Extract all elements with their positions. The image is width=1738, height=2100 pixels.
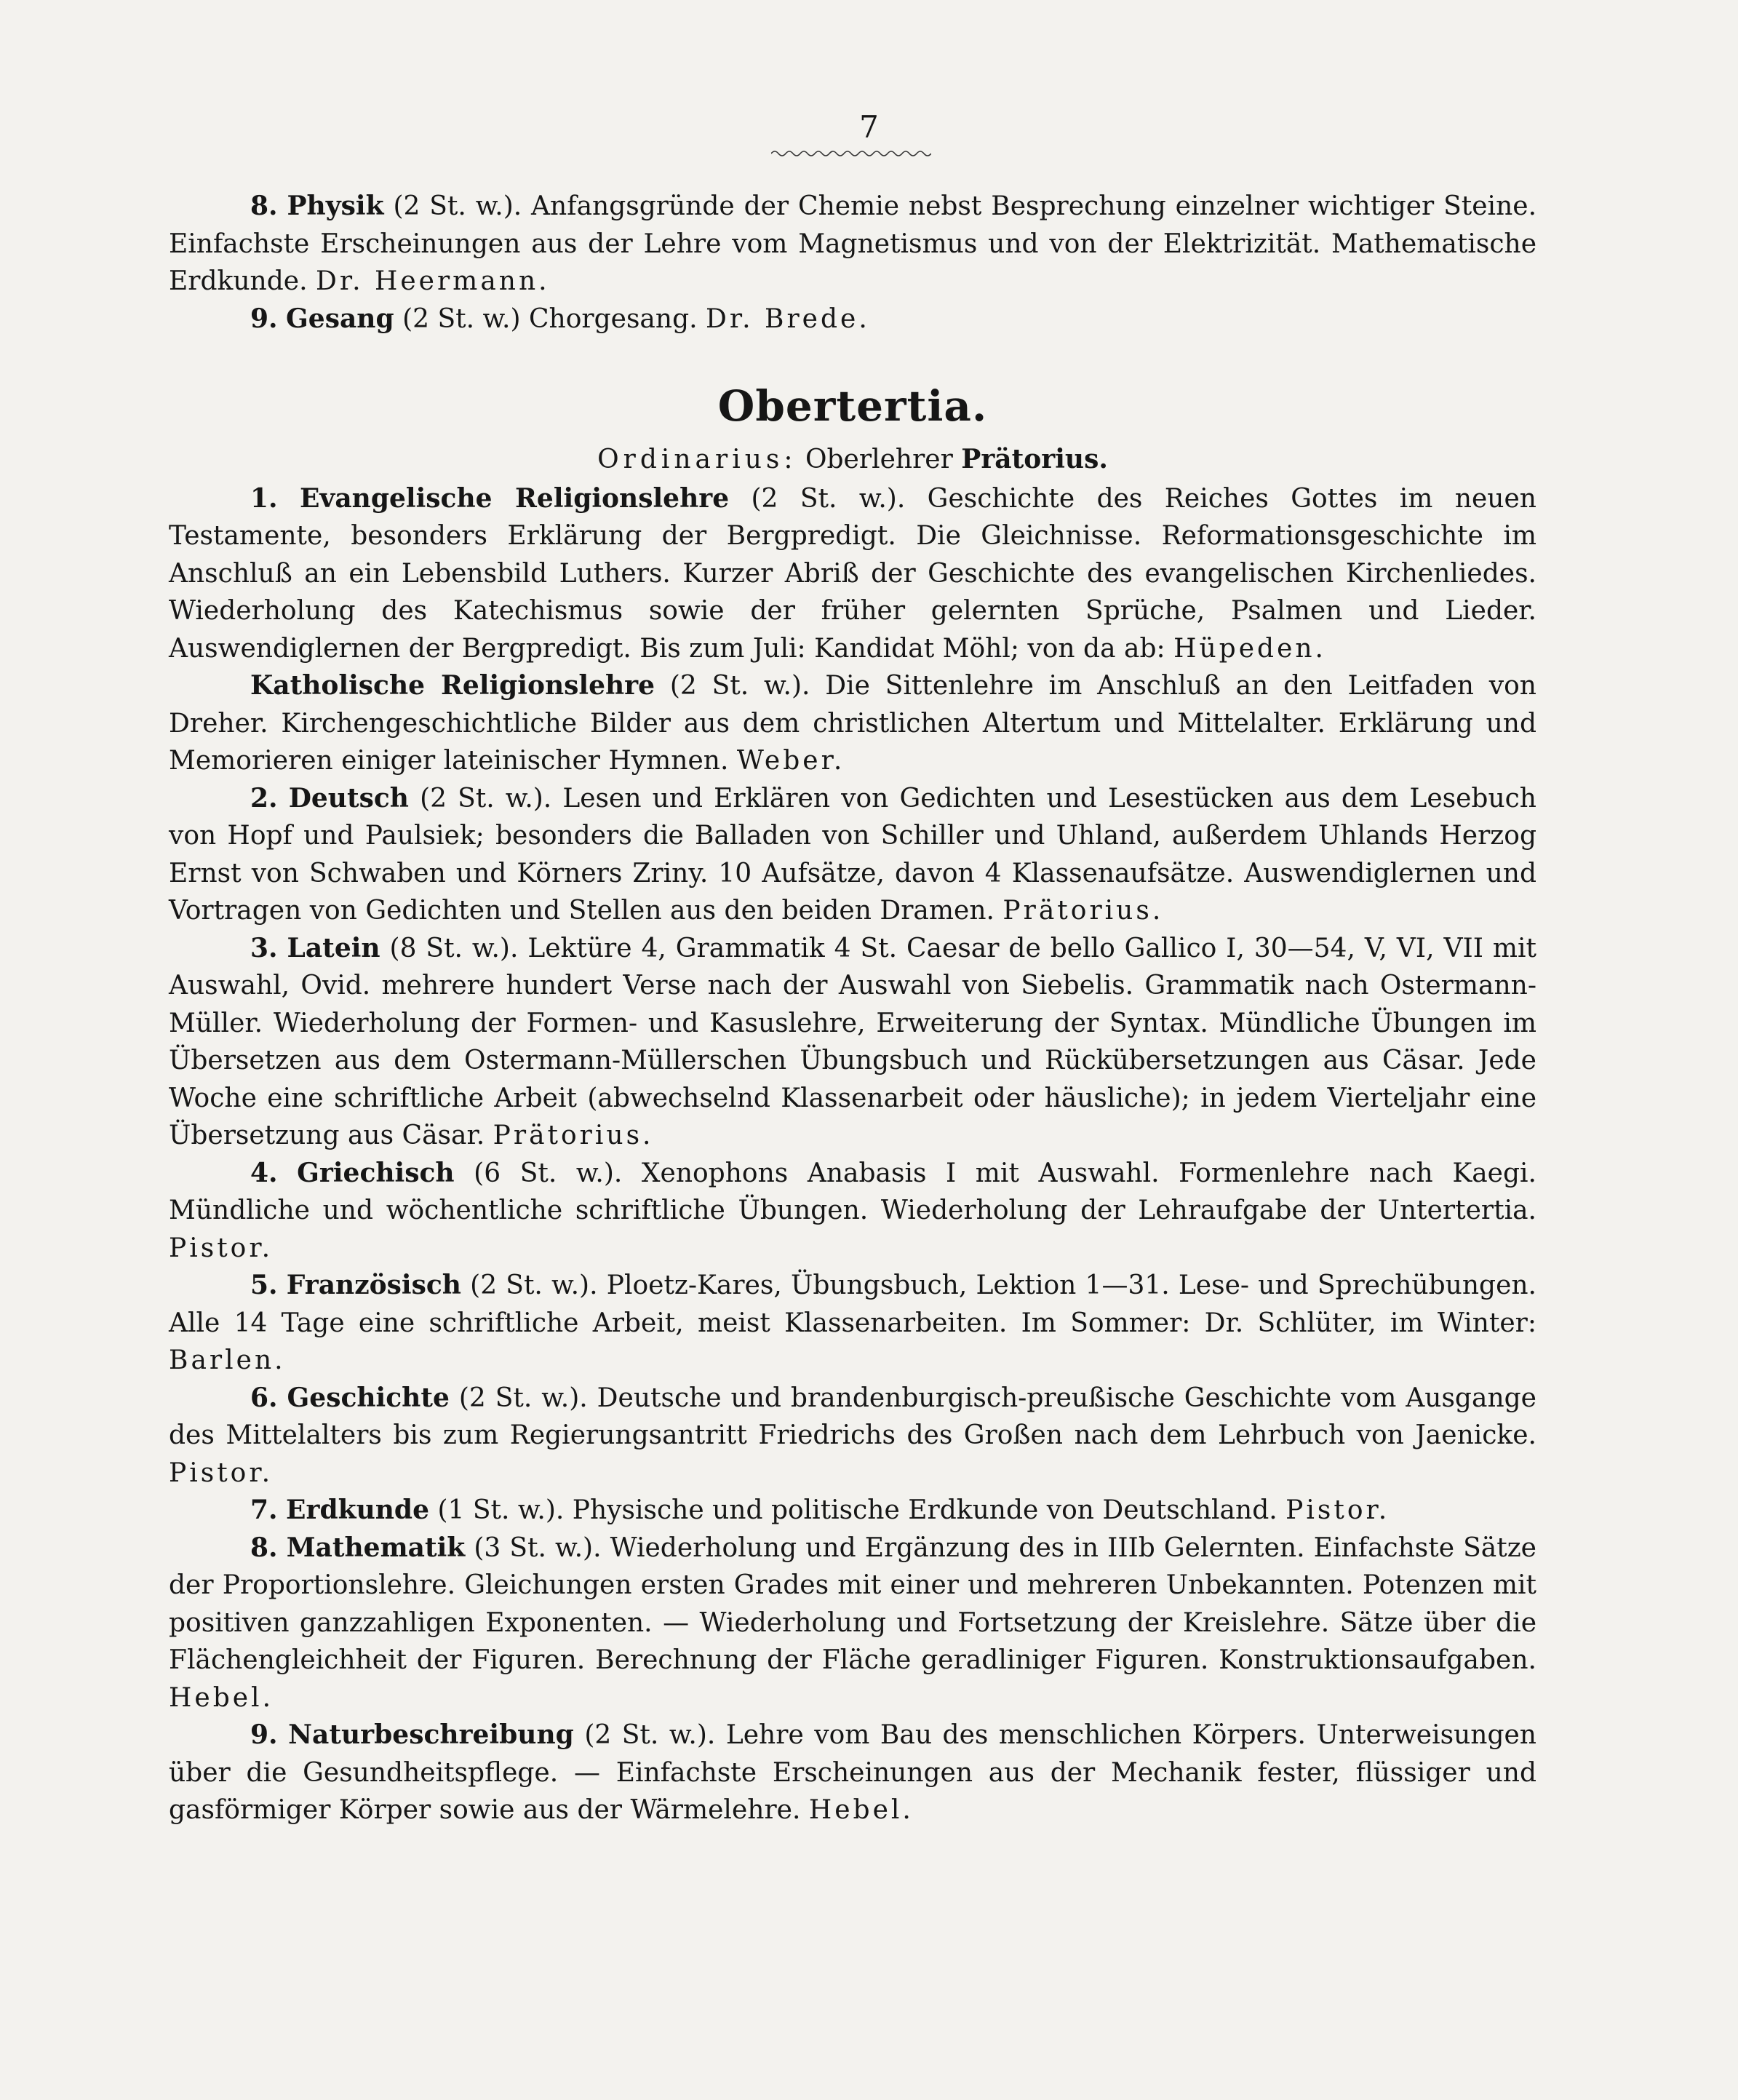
entry-number: 9. [250, 303, 278, 334]
entry-number: 6. [250, 1382, 278, 1413]
entry-subject: Erdkunde [286, 1495, 429, 1525]
entry-number: 5. [250, 1270, 278, 1300]
ordinarius-line [169, 441, 1536, 479]
ordinarius-role: Oberlehrer [805, 445, 953, 474]
entry-teacher: Barlen. [169, 1345, 286, 1375]
entry-teacher: Hüpeden. [1173, 633, 1327, 664]
entry-text: (3 St. w.). Wiederholung und Ergänzung des in IIIb Gelernten. Einfachste Sätze der Proportionslehre. Gleichungen ersten Grades mit einer und mehreren Unbekannten. Potenzen mit positiven ganzzahligen Exponenten. — Wiederholung und Fortsetzung der Kreislehre. Sätze über die Flächengleichheit der Figuren. Berechnung der Fläche geradliniger Figuren. Konstruktionsaufgaben. [169, 1532, 1536, 1675]
subject-entry [169, 780, 1536, 930]
subject-entry [169, 480, 1536, 668]
subject-entry [169, 1380, 1536, 1492]
entry-text: (6 St. w.). Xenophons Anabasis I mit Auswahl. Formenlehre nach Kaegi. Mündliche und wöchentliche schriftliche Übungen. Wiederholung der Lehraufgabe der Untertertia. [169, 1158, 1536, 1225]
entry-teacher: Dr. Brede. [706, 303, 870, 334]
entry-number: 4. [250, 1157, 278, 1188]
entry-text: (8 St. w.). Lektüre 4, Grammatik 4 St. Caesar de bello Gallico I, 30—54, V, VI, VII mit Auswahl, Ovid. mehrere hundert Verse nach der Auswahl von Siebelis. Grammatik nach Ostermann-Müller. Wiederholung der Formen- und Kasuslehre, Erweiterung der Syntax. Mündliche Übungen im Übersetzen aus dem Ostermann-Müllerschen Übungsbuch und Rückübersetzungen aus Cäsar. Jede Woche eine schriftliche Arbeit (abwechselnd Klassenarbeit oder häusliche); in jedem Vierteljahr eine Übersetzung aus Cäsar. [169, 933, 1537, 1150]
entry-text: (2 St. w.). Ploetz-Kares, Übungsbuch, Lektion 1—31. Lese- und Sprechübungen. Alle 14 Tage eine schriftliche Arbeit, meist Klassenarbeiten. Im Sommer: Dr. Schlüter, im Winter: [169, 1270, 1537, 1338]
entry-teacher: Pistor. [169, 1457, 274, 1488]
entry-subject: Katholische Religionslehre [250, 670, 655, 701]
entry-subject: Geschichte [287, 1382, 450, 1413]
entry-subject: Naturbeschreibung [288, 1719, 574, 1750]
entry-text: (1 St. w.). Physische und politische Erdkunde von Deutschland. [437, 1495, 1277, 1525]
entry-text: (2 St. w.) Chorgesang. [402, 303, 698, 334]
entry-teacher: Pistor. [1285, 1495, 1390, 1525]
entry-number: 9. [250, 1719, 278, 1750]
entry-subject: Evangelische Religionslehre [299, 482, 730, 514]
entry-number: 7. [250, 1495, 278, 1525]
entry-subject: Mathematik [286, 1532, 466, 1563]
entry-text: (2 St. w.). Anfangsgründe der Chemie nebst Besprechung einzelner wichtiger Steine. Einfachste Erscheinungen aus der Lehre vom Magnetismus und von der Elektrizität. Mathematische Erdkunde. [169, 191, 1537, 296]
subject-entry [169, 667, 1536, 780]
entry-text: (2 St. w.). Lehre vom Bau des menschlichen Körpers. Unterweisungen über die Gesundheitspflege. — Einfachste Erscheinungen aus der Mechanik fester, flüssiger und gasförmiger Körper sowie aus der Wärmelehre. [169, 1720, 1536, 1825]
entry-text: (2 St. w.). Lesen und Erklären von Gedichten und Lesestücken aus dem Lesebuch von Hopf und Paulsiek; besonders die Balladen von Schiller und Uhland, außerdem Uhlands Herzog Ernst von Schwaben und Körners Zriny. 10 Aufsätze, davon 4 Klassenaufsätze. Auswendiglernen und Vortragen von Gedichten und Stellen aus den beiden Dramen. [169, 783, 1536, 926]
page-number: 7 [859, 109, 879, 145]
entry-subject: Gesang [286, 303, 394, 334]
entry-number: 8. [250, 191, 278, 221]
subject-entry [169, 188, 1536, 301]
subject-entry [169, 1267, 1536, 1380]
subject-entry [169, 1530, 1536, 1717]
entry-teacher: Hebel. [808, 1795, 914, 1825]
subject-entry [169, 930, 1536, 1155]
ordinarius-name: Prätorius. [961, 444, 1108, 474]
page-content [169, 188, 1536, 1829]
entry-teacher: Weber. [736, 746, 845, 776]
previous-section-entries [169, 188, 1536, 338]
entry-number: 8. [250, 1532, 278, 1563]
entry-teacher: Hebel. [169, 1682, 274, 1713]
entry-text: (2 St. w.). Die Sittenlehre im Anschluß an den Leitfaden von Dreher. Kirchengeschichtliche Bilder aus dem christlichen Altertum und Mittelalter. Erklärung und Memorieren einiger lateinischer Hymnen. [169, 671, 1536, 776]
ordinarius-label: Ordinarius: [597, 445, 797, 474]
subject-entry [169, 1492, 1536, 1530]
entry-subject: Latein [287, 932, 380, 963]
entry-teacher: Dr. Heermann. [315, 266, 550, 296]
entry-text: (2 St. w.). Geschichte des Reiches Gottes im neuen Testamente, besonders Erklärung der Bergpredigt. Die Gleichnisse. Reformationsgeschichte im Anschluß an ein Lebensbild Luthers. Kurzer Abriß der Geschichte des evangelischen Kirchenliedes. Wiederholung des Katechismus sowie der früher gelernten Sprüche, Psalmen und Lieder. Auswendiglernen der Bergpredigt. Bis zum Juli: Kandidat Möhl; von da ab: [169, 483, 1536, 664]
entry-number: 1. [250, 482, 278, 514]
entry-number: 2. [250, 782, 278, 814]
subject-entry [169, 1155, 1536, 1268]
entry-subject: Französisch [286, 1270, 461, 1300]
entry-subject: Griechisch [297, 1157, 455, 1188]
entry-text: (2 St. w.). Deutsche und brandenburgisch-preußische Geschichte vom Ausgange des Mittelalters bis zum Regierungsantritt Friedrichs des Großen nach dem Lehrbuch von Jaenicke. [169, 1383, 1536, 1450]
entry-number: 3. [250, 932, 278, 963]
section-title: Obertertia. [717, 381, 988, 431]
subject-entries [169, 480, 1536, 1829]
entry-subject: Physik [287, 191, 384, 221]
wavy-ornament [771, 148, 931, 159]
entry-teacher: Pistor. [169, 1233, 274, 1263]
entry-teacher: Prätorius. [493, 1121, 654, 1150]
subject-entry [169, 1717, 1536, 1829]
entry-subject: Deutsch [288, 782, 409, 814]
subject-entry [169, 301, 1536, 338]
entry-teacher: Prätorius. [1002, 896, 1164, 926]
